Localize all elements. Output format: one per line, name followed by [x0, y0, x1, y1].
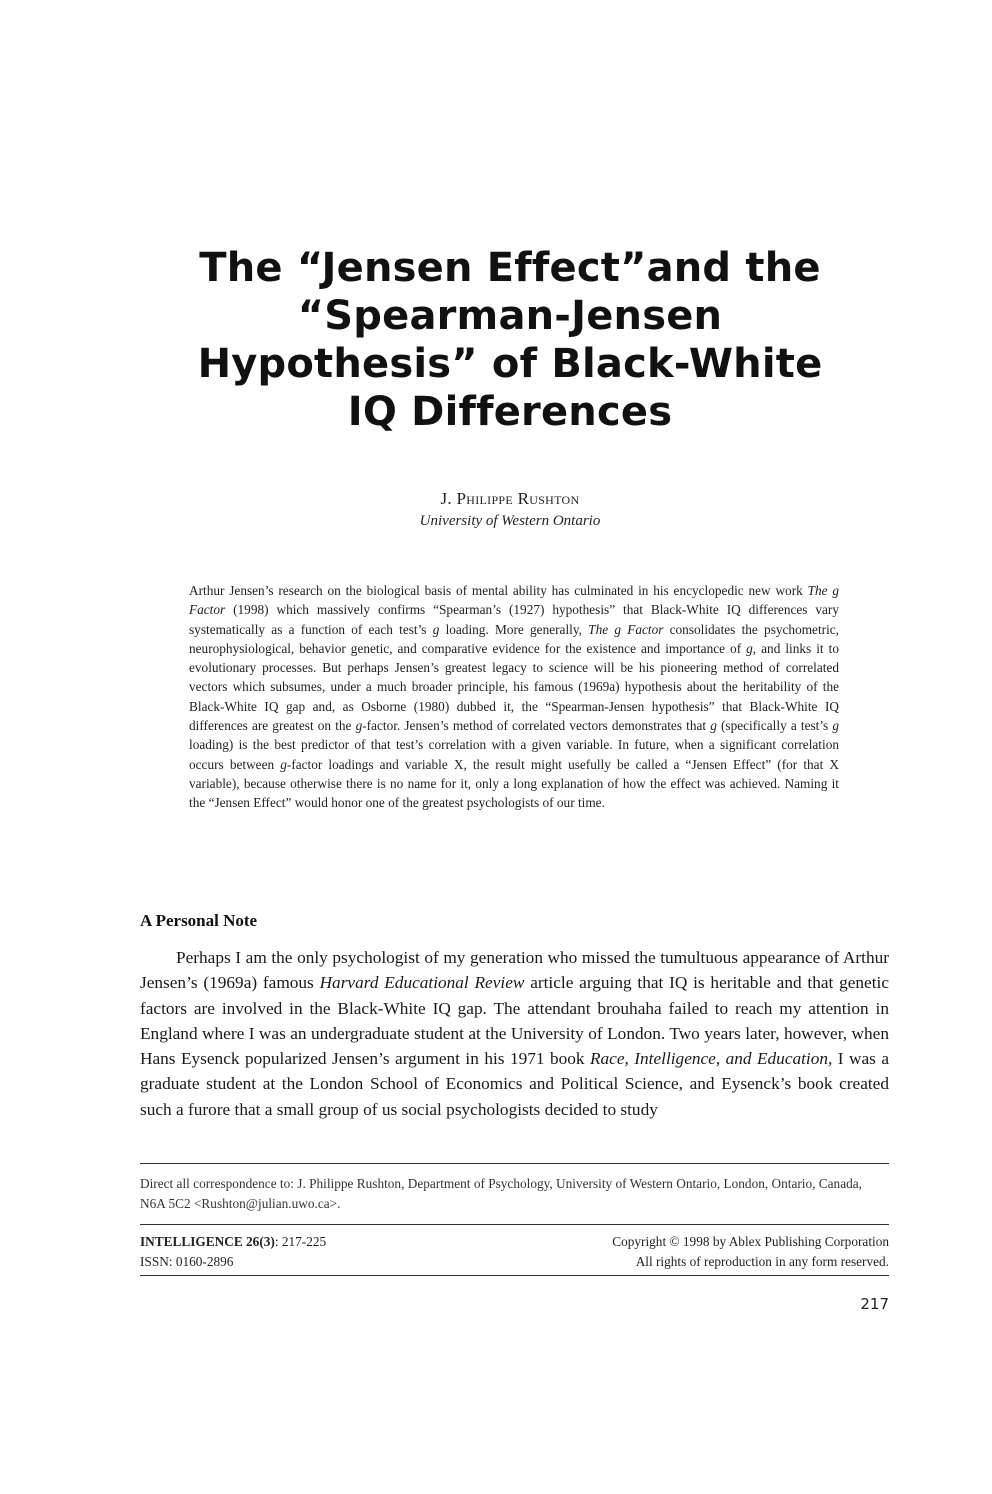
author-name: J. Philippe Rushton [440, 489, 580, 508]
page-number: 217 [860, 1295, 889, 1313]
abstract [189, 581, 839, 813]
issn: ISSN: 0160-2896 [140, 1254, 234, 1269]
footer-divider-bottom [140, 1275, 889, 1276]
abstract-paragraph: Arthur Jensen’s research on the biological basis of mental ability has culminated in his encyclopedic new work The g Factor (1998) which massively confirms “Spearman’s (1927) hypothesis” that Black-White IQ differences vary systematically as a function of each test’s g loading. More generally, The g Factor consolidates the psychometric, neurophysiological, behavior genetic, and comparative evidence for the existence and importance of g, and links it to evolutionary processes. But perhaps Jensen’s greatest legacy to science will be his pioneering method of correlated vectors which subsumes, under a much broader principle, his famous (1969a) hypothesis about the heritability of the Black-White IQ gap and, as Osborne (1980) dubbed it, the “Spearman-Jensen hypothesis” that Black-White IQ differences are greatest on the g-factor. Jensen’s method of correlated vectors demonstrates that g (specifically a test’s g loading) is the best predictor of that test’s correlation with a given variable. In future, when a significant correlation occurs between g-factor loadings and variable X, the result might usefully be called a “Jensen Effect” (for that X variable), because otherwise there is no name for it, only a long explanation of how the effect was achieved. Naming it the “Jensen Effect” would honor one of the greatest psychologists of our time. [189, 583, 840, 811]
section-heading: A Personal Note [140, 911, 258, 930]
title-line-2: “Spearman-Jensen [297, 293, 723, 339]
journal-pages: : 217-225 [274, 1234, 327, 1249]
correspondence-note: Direct all correspondence to: J. Philippe Rushton, Department of Psychology, University of Western Ontario, London, Ontario, Canada, N6A 5C2 <Rushton@julian.uwo.ca>. [140, 1176, 862, 1211]
body-text [140, 945, 889, 1122]
journal-name: INTELLIGENCE 26(3) [140, 1234, 275, 1249]
title-line-1: The “Jensen Effect”and the [199, 245, 821, 291]
rights-line: All rights of reproduction in any form reserved. [635, 1254, 889, 1269]
footnote-divider [140, 1163, 889, 1164]
title-line-4: IQ Differences [347, 389, 673, 435]
body-paragraph: Perhaps I am the only psychologist of my generation who missed the tumultuous appearance of Arthur Jensen’s (1969a) famous Harvard Educational Review article arguing that IQ is heritable and that genetic factors are involved in the Black-White IQ gap. The attendant brouhaha failed to reach my attention in England where I was an undergraduate student at the University of London. Two years later, however, when Hans Eysenck popularized Jensen’s argument in his 1971 book Race, Intelligence, and Education, I was a graduate student at the London School of Economics and Political Science, and Eysenck’s book created such a furore that a small group of us social psychologists decided to study [140, 948, 889, 1119]
title-line-3: Hypothesis” of Black-White [197, 341, 823, 387]
author-block [300, 488, 720, 532]
article-title [150, 244, 870, 436]
copyright-info [612, 1232, 889, 1272]
author-affiliation: University of Western Ontario [419, 513, 601, 529]
journal-info [140, 1232, 326, 1272]
copyright-line: Copyright © 1998 by Ablex Publishing Corporation [612, 1234, 889, 1249]
footer-divider-top [140, 1224, 889, 1225]
